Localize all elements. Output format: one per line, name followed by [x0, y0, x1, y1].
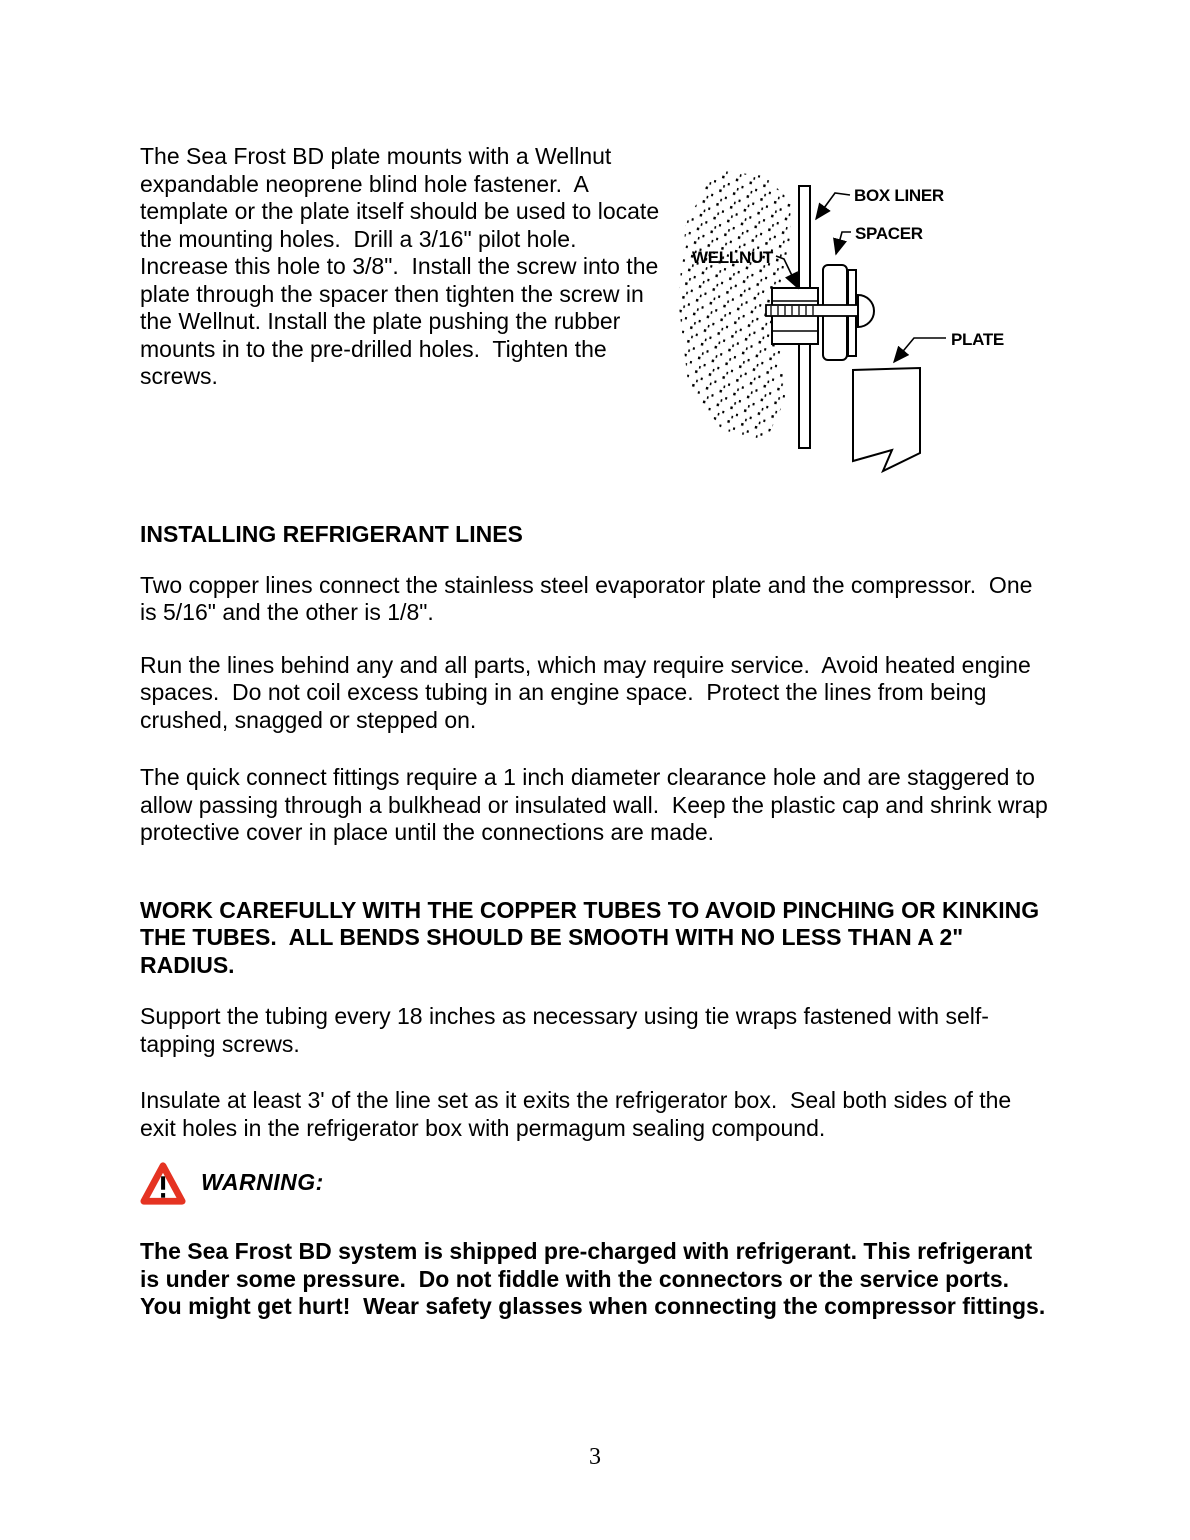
wellnut-mounting-diagram [670, 148, 1050, 496]
diagram-label-wellnut: WELLNUT [692, 248, 773, 267]
box-liner-leader [816, 193, 850, 219]
paragraph-copper-lines: Two copper lines connect the stainless steel evaporator plate and the compressor. One is 5/16" and the other is 1/8". [140, 571, 1039, 625]
paragraph-warning-body: The Sea Frost BD system is shipped pre-charged with refrigerant. This refrigerant is under some pressure. Do not fiddle with the connectors or the service ports. You might get hurt! Wear safety glasses when connecting the compressor fittings. [140, 1238, 1046, 1319]
diagram-label-plate: PLATE [951, 330, 1004, 349]
warning-triangle-icon [140, 1160, 186, 1207]
paragraph-run-lines: Run the lines behind any and all parts, which may require service. Avoid heated engine spaces. Do not coil excess tubing in an engine space. Protect the lines from being crushed, snagged or stepped on. [140, 651, 1038, 733]
paragraph-work-carefully: WORK CAREFULLY WITH THE COPPER TUBES TO AVOID PINCHING OR KINKING THE TUBES. ALL BENDS SHOULD BE SMOOTH WITH NO LESS THAN A 2" RADIUS. [140, 896, 1046, 978]
plate-shape [853, 368, 920, 471]
warning-row [140, 1158, 1050, 1208]
plate-leader [894, 338, 946, 362]
paragraph-insulate: Insulate at least 3' of the line set as it exits the refrigerator box. Seal both sides of the exit holes in the refrigerator box with permagum sealing compound. [140, 1087, 1018, 1141]
paragraph-support-tubing: Support the tubing every 18 inches as necessary using tie wraps fastened with self-tapping screws. [140, 1003, 989, 1057]
intro-paragraph: The Sea Frost BD plate mounts with a Wellnut expandable neoprene blind hole fastener. A template or the plate itself should be used to locate the mounting holes. Drill a 3/16" pilot hole. Increase this hole to 3/8". Install the screw into the plate through the spacer then tighten the screw in the Wellnut. Install the plate pushing the rubber mounts in to the pre-drilled holes. Tighten the screws. [140, 143, 666, 389]
diagram-label-box-liner: BOX LINER [854, 186, 944, 205]
section-spacer [140, 496, 1050, 521]
warning-label: WARNING: [201, 1169, 324, 1196]
spacer-leader [836, 232, 851, 254]
diagram-label-spacer: SPACER [855, 224, 923, 243]
section-heading: INSTALLING REFRIGERANT LINES [140, 521, 523, 547]
paragraph-quick-connect: The quick connect fittings require a 1 inch diameter clearance hole and are staggered to allow passing through a bulkhead or insulated wall. Keep the plastic cap and shrink wrap protective cover in place until the connections are made. [140, 764, 1055, 845]
page-number: 3 [589, 1444, 601, 1470]
